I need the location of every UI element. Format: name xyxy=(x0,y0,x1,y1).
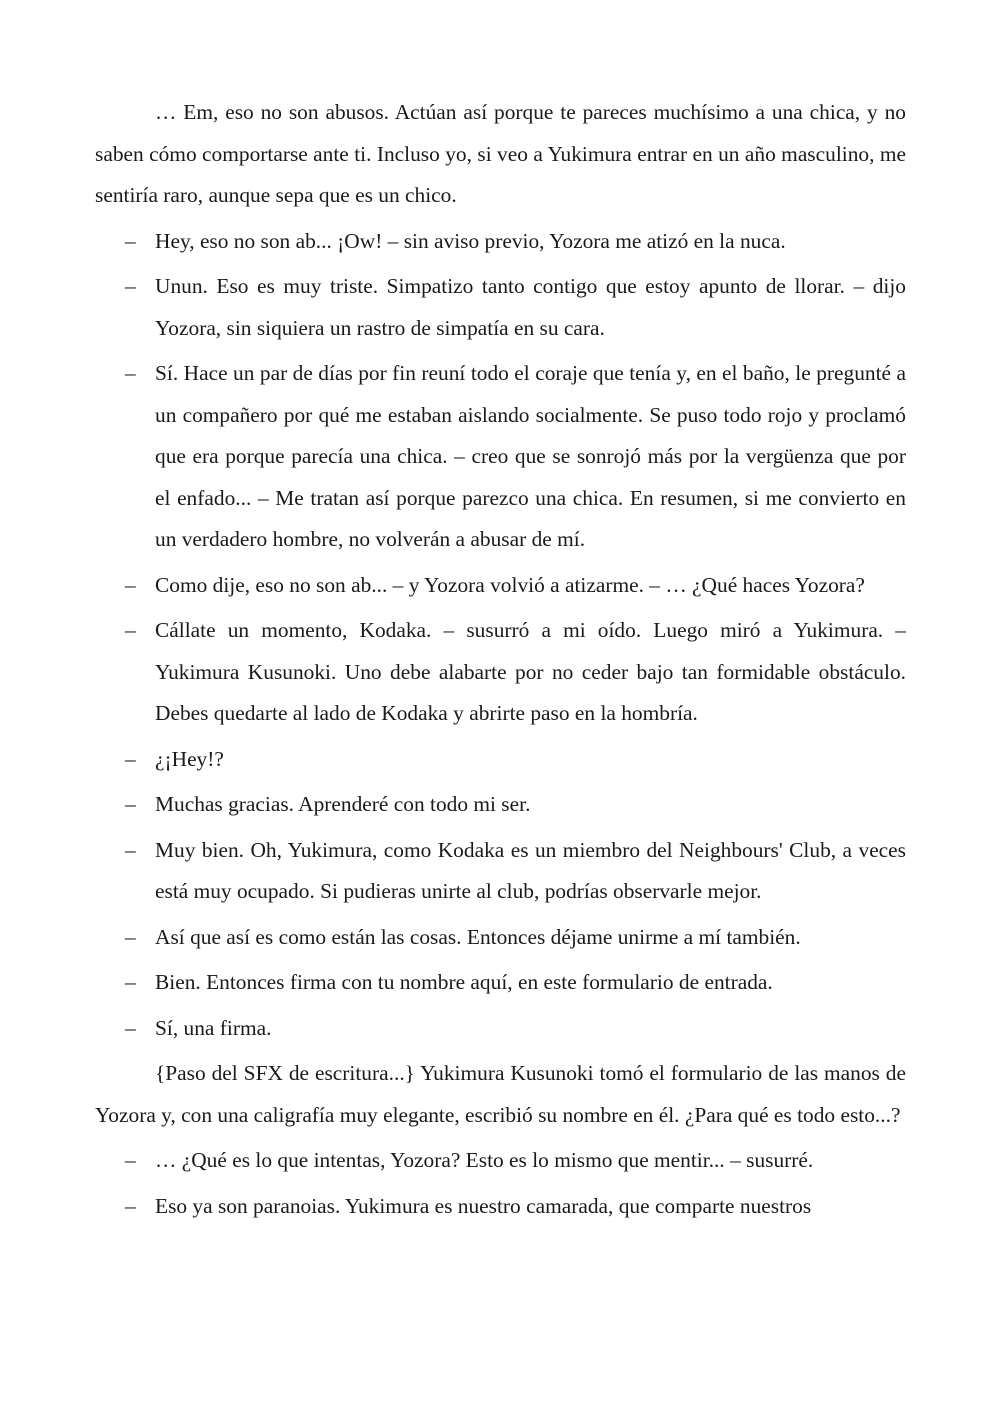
dialogue-dash: – xyxy=(125,618,136,642)
dialogue-line xyxy=(95,1140,906,1182)
dialogue-dash: – xyxy=(125,228,136,253)
dialogue-line xyxy=(95,353,906,561)
document-page xyxy=(95,92,906,1227)
dialogue-dash: – xyxy=(125,1193,136,1218)
dialogue-text: Muchas gracias. Aprenderé con todo mi ser. xyxy=(155,792,531,816)
dialogue-text: Sí. Hace un par de días por fin reuní todo el coraje que tenía y, en el baño, le pregunté a un compañero por qué me estaban aislando socialmente. Se puso todo rojo y proclamó que era porque parecía una chica. – creo que se sonrojó más por la vergüenza que por el enfado... – Me tratan así porque parezco una chica. En resumen, si me convierto en un verdadero hombre, no volverán a abusar de mí. xyxy=(155,361,906,551)
dialogue-text: Muy bien. Oh, Yukimura, como Kodaka es un miembro del Neighbours' Club, a veces está muy ocupado. Si pudieras unirte al club, podrías observarle mejor. xyxy=(155,837,906,903)
dialogue-dash: – xyxy=(125,274,136,298)
paragraph: {Paso del SFX de escritura...} Yukimura Kusunoki tomó el formulario de las manos de Yozora y, con una caligrafía muy elegante, escribió su nombre en él. ¿Para qué es todo esto...? xyxy=(95,1061,906,1127)
dialogue-dash: – xyxy=(125,837,136,862)
dialogue-text: ¿¡Hey!? xyxy=(155,746,224,771)
dialogue-line xyxy=(95,962,906,1004)
dialogue-text: Unun. Eso es muy triste. Simpatizo tanto contigo que estoy apunto de llorar. – dijo Yozora, sin siquiera un rastro de simpatía en su cara. xyxy=(155,274,906,340)
dialogue-dash: – xyxy=(125,1015,136,1040)
dialogue-dash: – xyxy=(125,1148,136,1172)
dialogue-dash: – xyxy=(125,361,136,385)
dialogue-dash: – xyxy=(125,746,136,771)
dialogue-line xyxy=(95,565,906,607)
dialogue-text: Eso ya son paranoias. Yukimura es nuestro camarada, que comparte nuestros xyxy=(155,1193,812,1218)
dialogue-text: Cállate un momento, Kodaka. – susurró a mi oído. Luego miró a Yukimura. – Yukimura Kusunoki. Uno debe alabarte por no ceder bajo tan formidable obstáculo. Debes quedarte al lado de Kodaka y abrirte paso en la hombría. xyxy=(155,618,906,725)
dialogue-line xyxy=(95,610,906,735)
dialogue-dash: – xyxy=(125,572,136,597)
dialogue-line xyxy=(95,266,906,349)
paragraph: … Em, eso no son abusos. Actúan así porque te pareces muchísimo a una chica, y no saben cómo comportarse ante ti. Incluso yo, si veo a Yukimura entrar en un año masculino, me sentiría raro, aunque sepa que es un chico. xyxy=(95,100,906,207)
dialogue-line xyxy=(95,917,906,959)
dialogue-dash: – xyxy=(125,924,136,949)
dialogue-line xyxy=(95,784,906,826)
dialogue-line xyxy=(95,1008,906,1050)
dialogue-text: Bien. Entonces firma con tu nombre aquí, en este formulario de entrada. xyxy=(155,970,773,994)
dialogue-text: Hey, eso no son ab... ¡Ow! – sin aviso previo, Yozora me atizó en la nuca. xyxy=(155,228,786,253)
dialogue-text: Así que así es como están las cosas. Entonces déjame unirme a mí también. xyxy=(155,924,801,949)
dialogue-line xyxy=(95,830,906,913)
dialogue-text: Como dije, eso no son ab... – y Yozora volvió a atizarme. – … ¿Qué haces Yozora? xyxy=(155,572,865,597)
dialogue-line xyxy=(95,1186,906,1228)
dialogue-line xyxy=(95,739,906,781)
dialogue-line xyxy=(95,221,906,263)
dialogue-text: Sí, una firma. xyxy=(155,1015,272,1040)
dialogue-dash: – xyxy=(125,792,136,816)
dialogue-dash: – xyxy=(125,970,136,994)
dialogue-text: … ¿Qué es lo que intentas, Yozora? Esto es lo mismo que mentir... – susurré. xyxy=(155,1148,814,1172)
